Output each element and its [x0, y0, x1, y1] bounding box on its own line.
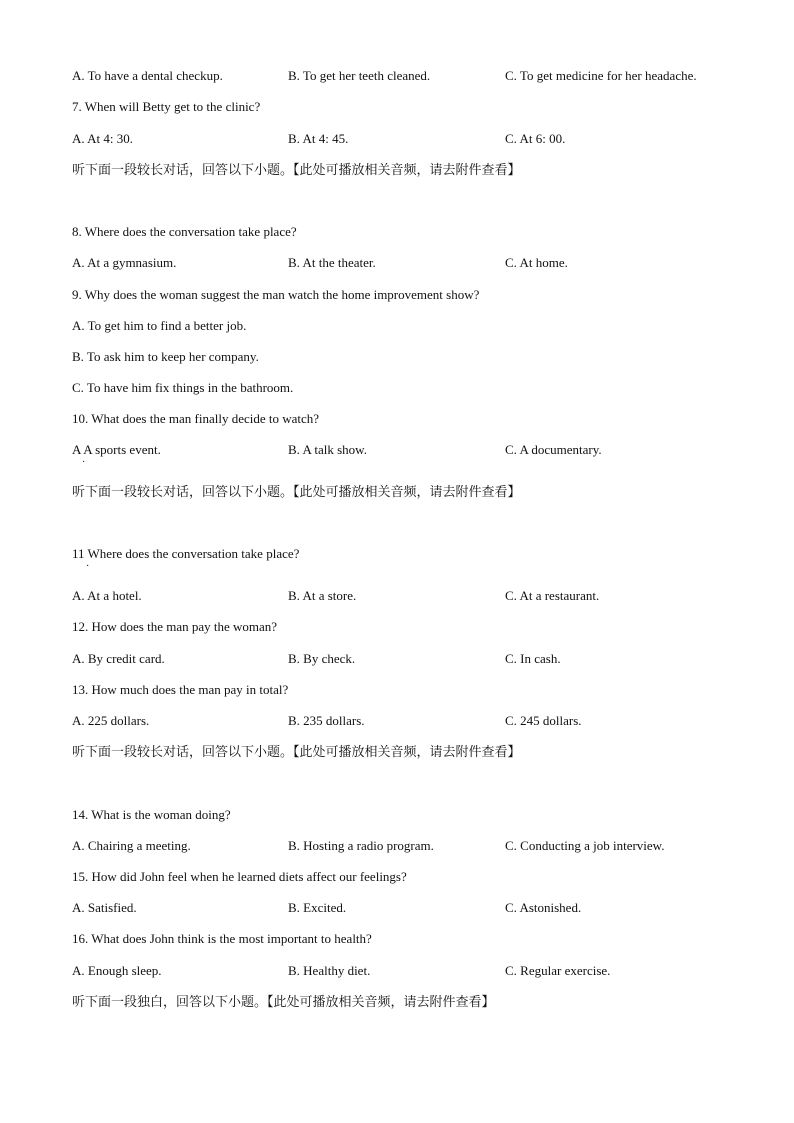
q13-options	[72, 713, 732, 729]
option-c: C. Astonished.	[505, 900, 582, 915]
option-c: C. Conducting a job interview.	[505, 838, 665, 853]
option-b: B. A talk show.	[288, 442, 367, 457]
q9-option-a: A. To get him to find a better job.	[72, 318, 247, 333]
option-a: A. To have a dental checkup.	[72, 68, 223, 83]
option-a: A. Enough sleep.	[72, 963, 162, 978]
option-c: C. At a restaurant.	[505, 588, 600, 603]
question-8: 8. Where does the conversation take place?	[72, 224, 297, 239]
option-b: B. By check.	[288, 651, 356, 666]
option-a: A. By credit card.	[72, 651, 165, 666]
question-9: 9. Why does the woman suggest the man watch the home improvement show?	[72, 287, 480, 302]
option-b: B. 235 dollars.	[288, 713, 365, 728]
q6-options	[72, 68, 732, 84]
question-16: 16. What does John think is the most important to health?	[72, 931, 372, 946]
option-a: A. Satisfied.	[72, 900, 137, 915]
option-a: A. Chairing a meeting.	[72, 838, 191, 853]
option-b: B. At a store.	[288, 588, 357, 603]
option-b: B. At the theater.	[288, 255, 376, 270]
listening-instruction: 听下面一段较长对话，回答以下小题。【此处可播放相关音频，请去附件查看】	[72, 484, 521, 499]
option-c: C. At 6: 00.	[505, 131, 566, 146]
option-a: A. At a gymnasium.	[72, 255, 177, 270]
option-b: B. Healthy diet.	[288, 963, 371, 978]
q14-options	[72, 838, 732, 854]
option-b: B. To get her teeth cleaned.	[288, 68, 431, 83]
q16-options	[72, 963, 732, 979]
q8-options	[72, 255, 732, 271]
option-c: C. 245 dollars.	[505, 713, 582, 728]
question-10: 10. What does the man finally decide to watch?	[72, 411, 320, 426]
question-14: 14. What is the woman doing?	[72, 807, 231, 822]
listening-instruction: 听下面一段较长对话，回答以下小题。【此处可播放相关音频，请去附件查看】	[72, 744, 521, 759]
option-c: C. At home.	[505, 255, 568, 270]
q11-options	[72, 588, 732, 604]
question-13: 13. How much does the man pay in total?	[72, 682, 289, 697]
stray-dot: ·	[82, 457, 86, 468]
option-c: C. A documentary.	[505, 442, 602, 457]
q9-option-b: B. To ask him to keep her company.	[72, 349, 259, 364]
option-a: A A sports event.	[72, 442, 161, 457]
q7-options	[72, 131, 732, 147]
question-15: 15. How did John feel when he learned diets affect our feelings?	[72, 869, 407, 884]
option-a: A. 225 dollars.	[72, 713, 150, 728]
option-c: C. To get medicine for her headache.	[505, 68, 697, 83]
q10-options	[72, 442, 732, 458]
option-a: A. At a hotel.	[72, 588, 142, 603]
question-12: 12. How does the man pay the woman?	[72, 619, 278, 634]
question-11: 11 Where does the conversation take place?	[72, 546, 300, 561]
q9-option-c: C. To have him fix things in the bathroom.	[72, 380, 294, 395]
option-a: A. At 4: 30.	[72, 131, 134, 146]
stray-dot: ·	[86, 561, 90, 572]
option-b: B. Hosting a radio program.	[288, 838, 434, 853]
option-c: C. Regular exercise.	[505, 963, 611, 978]
listening-instruction: 听下面一段较长对话，回答以下小题。【此处可播放相关音频，请去附件查看】	[72, 162, 521, 177]
listening-instruction: 听下面一段独白，回答以下小题。【此处可播放相关音频，请去附件查看】	[72, 994, 495, 1009]
question-7: 7. When will Betty get to the clinic?	[72, 99, 261, 114]
option-c: C. In cash.	[505, 651, 561, 666]
q12-options	[72, 651, 732, 667]
option-b: B. Excited.	[288, 900, 347, 915]
option-b: B. At 4: 45.	[288, 131, 349, 146]
q15-options	[72, 900, 732, 916]
